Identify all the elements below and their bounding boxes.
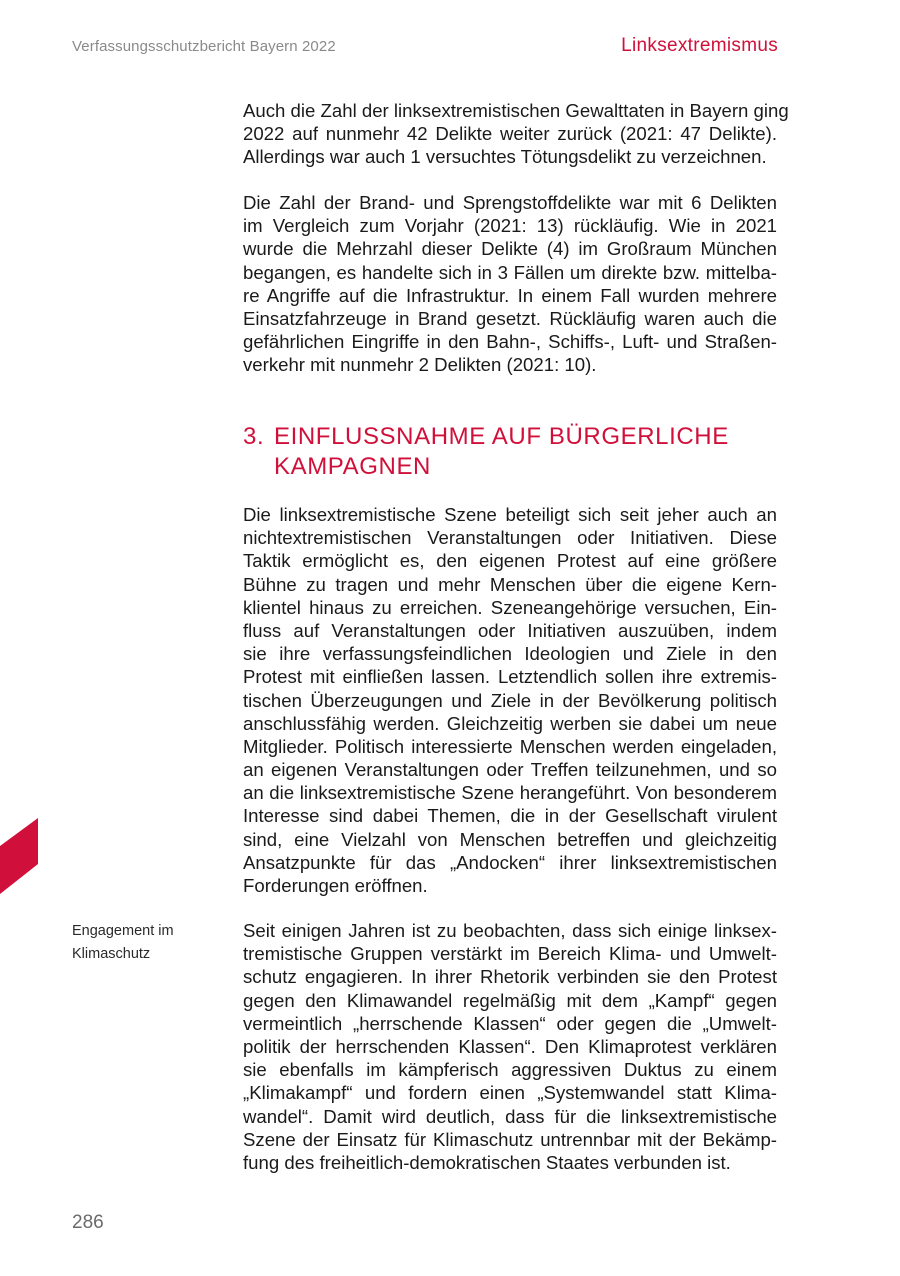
section-title-line1: EINFLUSSNAHME AUF BÜRGERLICHE bbox=[274, 423, 729, 450]
text-line: re Angriffe auf die Infrastruktur. In einem Fall wurden mehrere bbox=[243, 284, 777, 306]
paragraph-civic-campaigns bbox=[243, 503, 777, 897]
text-line: Forderungen eröffnen. bbox=[243, 875, 428, 896]
margin-note bbox=[72, 920, 174, 966]
text-line: wurde die Mehrzahl dieser Delikte (4) im Großraum München bbox=[243, 238, 777, 260]
text-line: Taktik ermöglicht es, den eigenen Protest auf eine größere bbox=[243, 550, 777, 572]
margin-note-line1: Engagement im bbox=[72, 923, 174, 939]
text-line: politik der herrschenden Klassen“. Den Klimaprotest verklären bbox=[243, 1035, 777, 1057]
text-line: 2022 auf nunmehr 42 Delikte weiter zurück (2021: 47 Delikte). bbox=[243, 123, 777, 145]
running-header-chapter: Linksextremismus bbox=[621, 35, 778, 56]
text-line: Die Zahl der Brand- und Sprengstoffdelikte war mit 6 Delikten bbox=[243, 192, 777, 213]
paragraph-climate-engagement bbox=[243, 919, 777, 1174]
text-line: klientel hinaus zu erreichen. Szeneangehörige versuchen, Ein- bbox=[243, 596, 777, 618]
running-header-publication: Verfassungsschutzbericht Bayern 2022 bbox=[72, 38, 336, 55]
text-line: fung des freiheitlich-demokratischen Staates verbunden ist. bbox=[243, 1151, 731, 1173]
text-line: an eigenen Veranstaltungen oder Treffen teilzunehmen, und so bbox=[243, 759, 777, 781]
text-line: an die linksextremistische Szene herangeführt. Von besonderem bbox=[243, 782, 777, 804]
text-line: sind, eine Vielzahl von Menschen betreffen und gleichzeitig bbox=[243, 828, 777, 850]
text-line: im Vergleich zum Vorjahr (2021: 13) rückläufig. Wie in 2021 bbox=[243, 215, 777, 237]
text-line: sie ihre verfassungsfeindlichen Ideologien und Ziele in den bbox=[243, 643, 777, 665]
text-line: Interesse sind dabei Themen, die in der Gesellschaft virulent bbox=[243, 805, 777, 827]
text-line: fluss auf Veranstaltungen oder Initiativen auszuüben, indem bbox=[243, 619, 777, 641]
page-number: 286 bbox=[72, 1212, 104, 1233]
text-line: Ansatzpunkte für das „Andocken“ ihrer linksextremistischen bbox=[243, 851, 777, 873]
text-line: Bühne zu tragen und mehr Menschen über die eigene Kern- bbox=[243, 573, 777, 595]
text-line: tremistische Gruppen verstärkt im Bereich Klima- und Umwelt- bbox=[243, 943, 777, 965]
margin-note-line2: Klimaschutz bbox=[72, 946, 151, 962]
section-number: 3. bbox=[243, 423, 265, 450]
text-line: gefährlichen Eingriffe in den Bahn-, Schiffs-, Luft- und Straßen- bbox=[243, 331, 777, 353]
paragraph-arson-explosives bbox=[243, 191, 777, 377]
text-line: „Klimakampf“ und fordern einen „Systemwandel statt Klima- bbox=[243, 1082, 777, 1104]
text-line: wandel“. Damit wird deutlich, dass für die linksextremistische bbox=[243, 1105, 777, 1127]
text-line: schutz engagieren. In ihrer Rhetorik verbinden sie den Protest bbox=[243, 966, 777, 988]
text-line: Die linksextremistische Szene beteiligt sich seit jeher auch an bbox=[243, 504, 777, 525]
text-line: Auch die Zahl der linksextremistischen Gewalttaten in Bayern ging bbox=[243, 100, 789, 121]
text-line: Seit einigen Jahren ist zu beobachten, dass sich einige linksex- bbox=[243, 920, 777, 941]
text-line: anschlussfähig werden. Gleichzeitig werben sie dabei um neue bbox=[243, 712, 777, 734]
text-line: Allerdings war auch 1 versuchtes Tötungsdelikt zu verzeichnen. bbox=[243, 146, 767, 168]
text-line: Protest mit einfließen lassen. Letztendlich sollen ihre extremis- bbox=[243, 666, 777, 688]
paragraph-violent-crimes bbox=[243, 99, 789, 169]
text-line: gegen den Klimawandel regelmäßig mit dem „Kampf“ gegen bbox=[243, 989, 777, 1011]
section-title-line2: KAMPAGNEN bbox=[274, 453, 431, 480]
text-line: verkehr mit nunmehr 2 Delikten (2021: 10). bbox=[243, 354, 597, 376]
section-heading bbox=[243, 422, 803, 482]
text-line: nichtextremistischen Veranstaltungen oder Initiativen. Diese bbox=[243, 527, 777, 549]
text-line: sie ebenfalls im kämpferisch aggressiven Duktus zu einem bbox=[243, 1059, 777, 1081]
text-line: vermeintlich „herrschende Klassen“ oder gegen die „Umwelt- bbox=[243, 1012, 777, 1034]
text-line: Einsatzfahrzeuge in Brand gesetzt. Rückläufig waren auch die bbox=[243, 307, 777, 329]
section-edge-marker bbox=[0, 818, 38, 894]
text-line: Mitglieder. Politisch interessierte Menschen werden eingeladen, bbox=[243, 735, 777, 757]
text-line: Szene der Einsatz für Klimaschutz untrennbar mit der Bekämp- bbox=[243, 1128, 777, 1150]
text-line: tischen Überzeugungen und Ziele in der Bevölkerung politisch bbox=[243, 689, 777, 711]
text-line: begangen, es handelte sich in 3 Fällen um direkte bzw. mittelba- bbox=[243, 261, 777, 283]
